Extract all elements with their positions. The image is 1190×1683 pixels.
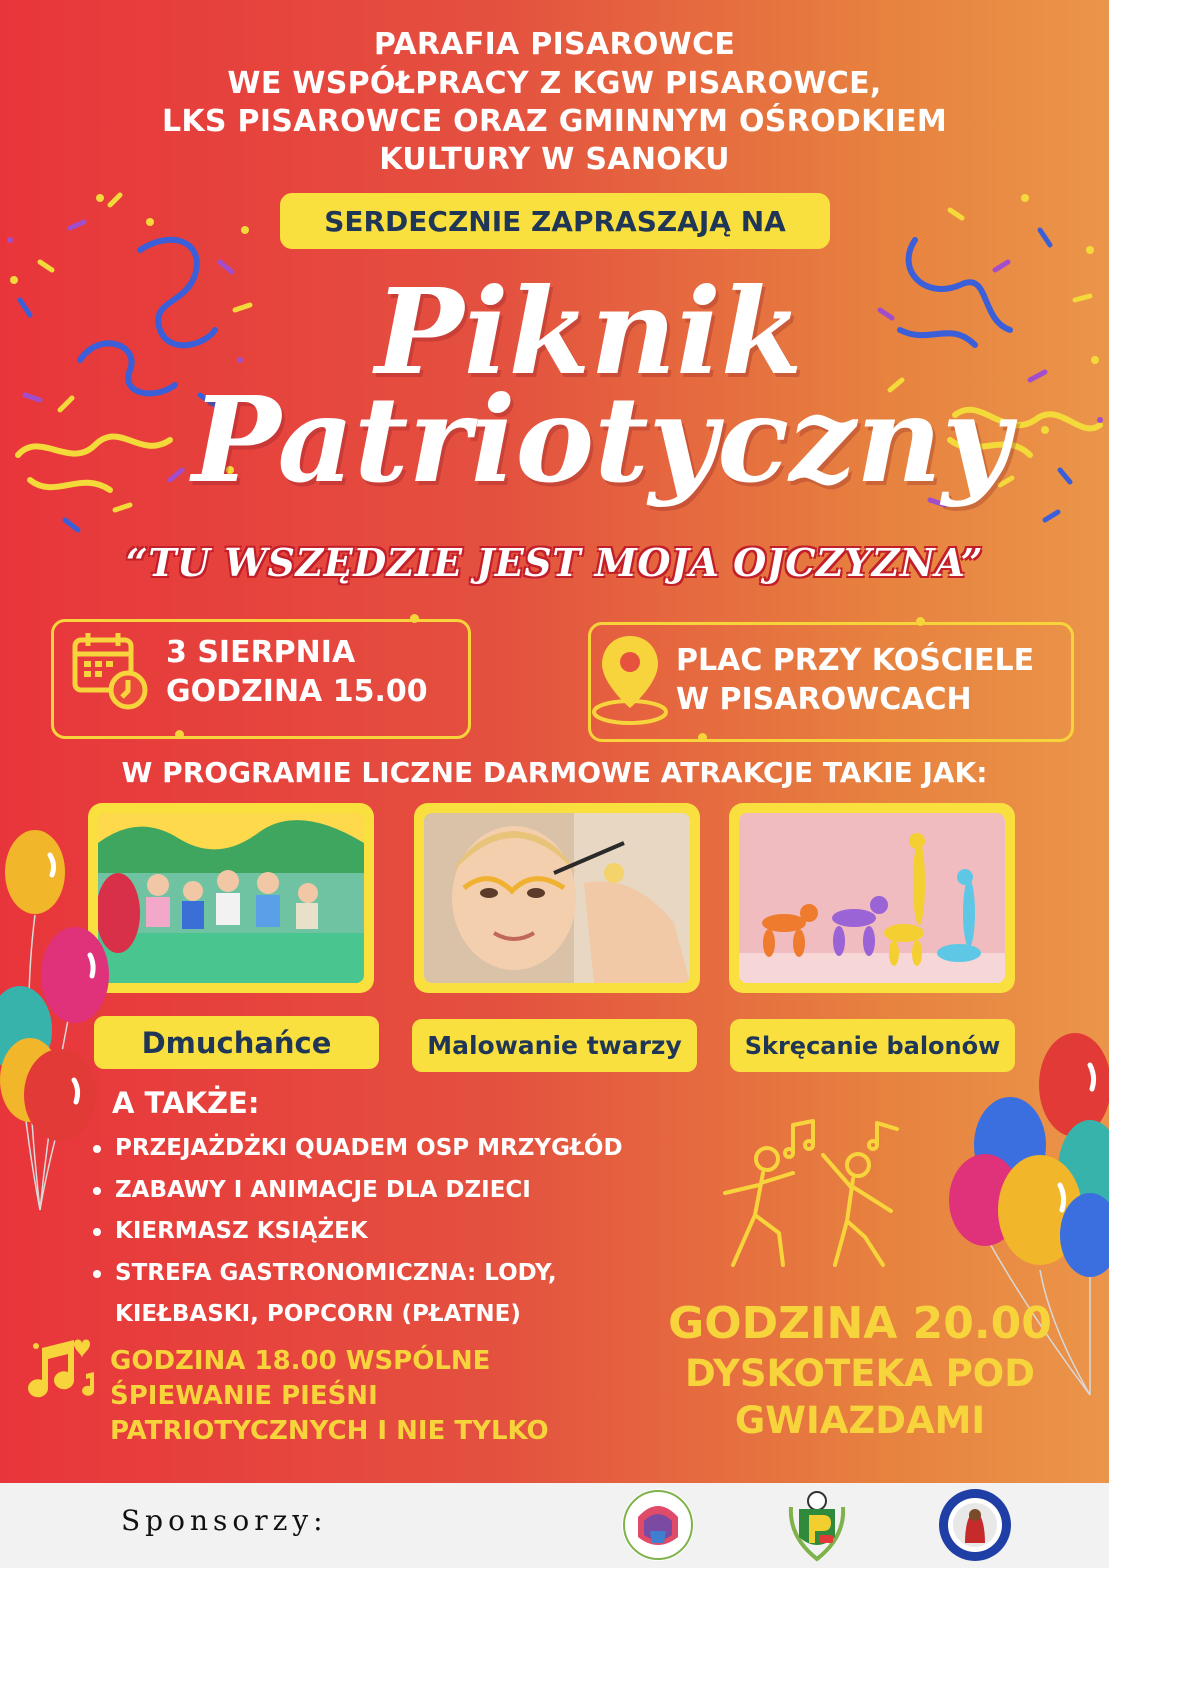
disco-time: GODZINA 20.00 [668, 1298, 1052, 1349]
singing-line-1: GODZINA 18.00 WSPÓLNE [110, 1346, 491, 1376]
time-line: GODZINA 15.00 [166, 674, 428, 709]
attraction-label-face-painting: Malowanie twarzy [412, 1019, 697, 1072]
sponsors-label: Sponsorzy: [121, 1504, 328, 1537]
calendar-clock-icon [70, 630, 152, 712]
dancers-icon [715, 1115, 905, 1285]
organizer-line-1: PARAFIA PISAROWCE [373, 27, 736, 62]
also-heading: A TAKŻE: [112, 1086, 260, 1120]
parafia-pisarowce-logo [937, 1487, 1013, 1563]
attraction-label-balloon-twisting: Skręcanie balonów [730, 1019, 1015, 1072]
program-heading: W PROGRAMIE LICZNE DARMOWE ATRAKCJE TAKIE JAK: [121, 756, 988, 789]
gok-sanok-logo [620, 1487, 696, 1563]
organizer-line-4: KULTURY W SANOKU [379, 142, 730, 177]
place-line-1: PLAC PRZY KOŚCIELE [676, 643, 1035, 678]
box-dot [916, 617, 925, 626]
list-item: KIERMASZ KSIĄŻEK [88, 1211, 623, 1253]
bouncy-castle-photo [88, 803, 374, 993]
box-dot [698, 733, 707, 742]
face-painting-image [424, 813, 690, 983]
organizer-line-2: WE WSPÓŁPRACY Z KGW PISAROWCE, [227, 66, 882, 101]
title-line-2: Patriotyczny [192, 370, 1011, 509]
date-line: 3 SIERPNIA [166, 635, 356, 670]
date-text [166, 633, 428, 711]
balloon-animals-photo [729, 803, 1015, 993]
list-item: KIEŁBASKI, POPCORN (PŁATNE) [115, 1301, 521, 1327]
location-pin-icon [590, 632, 672, 728]
singing-text [110, 1344, 549, 1449]
organizer-line-3: LKS PISAROWCE ORAZ GMINNYM OŚRODKIEM [161, 104, 948, 139]
motto: “TU WSZĘDZIE JEST MOJA OJCZYZNA” [125, 540, 984, 585]
title-line-1: Piknik [375, 262, 803, 401]
singing-line-3: PATRIOTYCZNYCH I NIE TYLKO [110, 1416, 549, 1446]
balloon-animals-image [739, 813, 1005, 983]
attraction-label-bouncy-castle: Dmuchańce [94, 1016, 379, 1069]
box-dot [175, 730, 184, 739]
face-painting-photo [414, 803, 700, 993]
list-item: PRZEJAŻDŻKI QUADEM OSP MRZYGŁÓD [88, 1128, 623, 1170]
also-list [88, 1128, 623, 1336]
disco-line-2: GWIAZDAMI [734, 1399, 986, 1442]
invite-banner: SERDECZNIE ZAPRASZAJĄ NA [280, 193, 830, 249]
place-line-2: W PISAROWCACH [676, 682, 972, 717]
disco-line-1: DYSKOTEKA POD [685, 1352, 1035, 1395]
music-notes-icon [24, 1334, 100, 1406]
lks-pisarowce-logo [779, 1487, 855, 1563]
singing-line-2: ŚPIEWANIE PIEŚNI [110, 1381, 378, 1411]
box-dot [410, 614, 419, 623]
bouncy-castle-image [98, 813, 364, 983]
list-item: STREFA GASTRONOMICZNA: LODY, [88, 1253, 623, 1295]
sponsors-footer [0, 1483, 1109, 1568]
place-text [676, 641, 1034, 719]
list-item: ZABAWY I ANIMACJE DLA DZIECI [88, 1170, 623, 1212]
